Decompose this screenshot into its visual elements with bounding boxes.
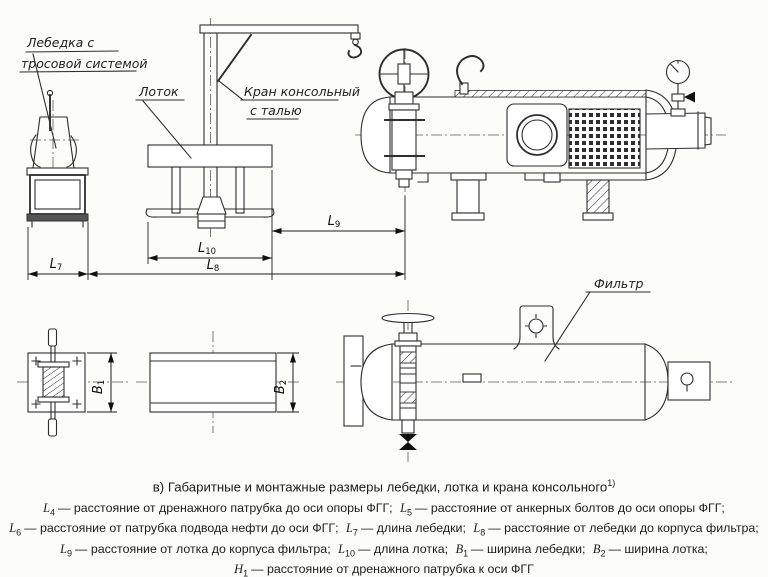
legend-line-1 bbox=[0, 500, 768, 520]
dimension-legend bbox=[0, 500, 768, 577]
legend-item-b1: $B_1$ — ширина лебедки; bbox=[455, 541, 586, 559]
caption-text: в) Габаритные и монтажные размеры лебедки, лотка и крана консольного bbox=[152, 479, 608, 495]
filter-label: Фильтр bbox=[594, 276, 644, 291]
legend-item-l6: $L_6$ — расстояние от патрубка подвода нефти до оси ФГГ; bbox=[9, 521, 339, 538]
crane-label-line1: Кран консольный bbox=[244, 84, 361, 99]
dim-label-l8: L8 bbox=[206, 258, 220, 274]
tray-top-view bbox=[136, 331, 302, 433]
legend-item-l9: $L_9$ — расстояние от лотка до корпуса фильтра; bbox=[60, 541, 331, 559]
legend-item-b2: $B_2$ — ширина лотка; bbox=[592, 541, 708, 559]
crane-callout bbox=[219, 81, 360, 119]
winch-side-view bbox=[27, 90, 88, 227]
winch-label-line2: тросовой системой bbox=[21, 56, 148, 71]
legend-item-l5: $L_5$ — расстояние от анкерных болтов до оси опоры ФГГ; bbox=[400, 501, 725, 518]
tray-front-view bbox=[146, 145, 274, 228]
dim-label-b1: B1 bbox=[91, 379, 107, 395]
dimension-b2 bbox=[273, 353, 299, 412]
dim-label-l9: L9 bbox=[327, 214, 341, 230]
legend-line-3 bbox=[0, 541, 768, 561]
filter-callout bbox=[545, 276, 650, 361]
crane-hook-icon bbox=[348, 45, 361, 58]
dimension-b1 bbox=[87, 353, 117, 412]
winch-callout bbox=[20, 35, 148, 148]
legend-line-4 bbox=[0, 561, 768, 577]
dim-label-l7: L7 bbox=[49, 257, 63, 273]
cantilever-crane bbox=[200, 18, 361, 237]
legend-item-l10: $L_{10}$ — длина лотка; bbox=[338, 541, 449, 559]
legend-item-l7: $L_7$ — длина лебедки; bbox=[346, 521, 466, 538]
vessel-hook-icon bbox=[457, 56, 484, 84]
fgg-vessel-view bbox=[355, 48, 726, 220]
filter-side-view bbox=[336, 300, 732, 462]
dim-label-l10: L10 bbox=[197, 241, 217, 257]
dim-label-b2: B2 bbox=[273, 379, 289, 395]
footnote-marker: 1) bbox=[607, 478, 616, 488]
filter-leader-line bbox=[545, 292, 590, 361]
figure-caption bbox=[0, 478, 768, 494]
crane-leader-line bbox=[219, 81, 243, 100]
tray-label: Лоток bbox=[139, 84, 179, 99]
legend-item-l8: $L_8$ — расстояние от лебедки до корпуса фильтра; bbox=[473, 521, 759, 538]
crane-label-line2: с талью bbox=[250, 103, 302, 118]
legend-item-l4: $L_4$ — расстояние от дренажного патрубка до оси опоры ФГГ; bbox=[43, 501, 393, 518]
legend-item-h1: $H_1$ — расстояние от дренажного патрубка к оси ФГГ bbox=[234, 562, 534, 577]
winch-label-line1: Лебедка с bbox=[27, 35, 95, 50]
legend-line-2 bbox=[0, 520, 768, 540]
winch-top-view bbox=[17, 329, 131, 436]
